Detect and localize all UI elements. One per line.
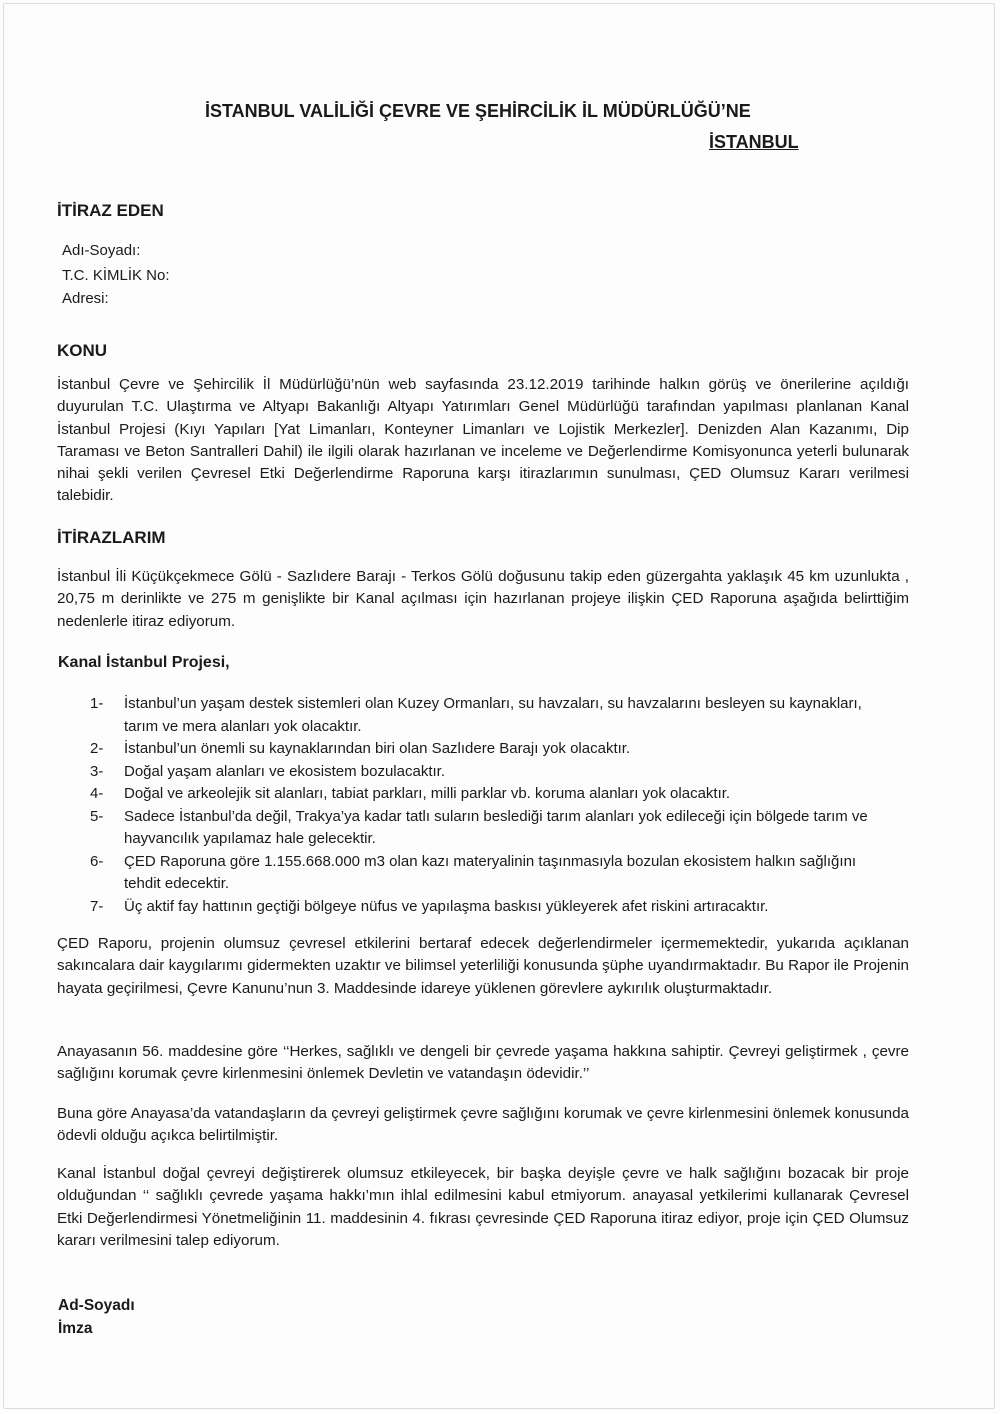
item-number: 7-	[90, 897, 104, 915]
item-text: İstanbul’un yaşam destek sistemleri olan Kuzey Ormanları, su havzaları, su havzalarını besleyen su kaynakları, tarım ve mera alanları yok olacaktır.	[124, 695, 862, 735]
objector-heading: İTİRAZ EDEN	[57, 201, 164, 220]
report-assessment-paragraph: ÇED Raporu, projenin olumsuz çevresel etkilerini bertaraf edecek değerlendirmeler içermemektedir, yukarıda açıklanan sakıncalara dair kaygılarımı gidermekten uzaktır ve bilimsel yeterliliği konusunda şüphe uyandırmaktadır. Bu Rapor ile Projenin hayata geçirilmesi, Çevre Kanunu’nun 3. Maddesinde idareye yüklenen görevlere aykırılık oluşturmaktadır.	[57, 935, 909, 997]
item-number: 3-	[90, 762, 104, 780]
list-item	[90, 783, 890, 806]
item-number: 4-	[90, 785, 104, 802]
objections-intro: İstanbul İli Küçükçekmece Gölü - Sazlıdere Barajı - Terkos Gölü doğusunu takip eden güzergahta yaklaşık 45 km uzunlukta , 20,75 m derinlikte ve 275 m genişlikte bir Kanal açılması için hazırlanan projeye ilişkin ÇED Raporuna aşağıda belirttiğim nedenlerle itiraz ediyorum.	[57, 568, 909, 630]
objections-heading: İTİRAZLARIM	[57, 528, 166, 547]
signature-name-label: Ad-Soyadı	[58, 1297, 135, 1314]
item-text: Üç aktif fay hattının geçtiği bölgeye nüfus ve yapılaşma baskısı yükleyerek afet riskini artıracaktır.	[124, 897, 769, 915]
item-text: Sadece İstanbul’da değil, Trakya’ya kadar tatlı suların beslediği tarım alanları yok edileceği için bölgede tarım ve hayvancılık yapılamaz hale gelecektir.	[124, 807, 868, 847]
document-city: İSTANBUL	[709, 132, 799, 152]
list-item	[90, 738, 890, 761]
item-text: Doğal yaşam alanları ve ekosistem bozulacaktır.	[124, 762, 445, 780]
item-text: Doğal ve arkeolejik sit alanları, tabiat parkları, milli parklar vb. koruma alanları yok olacaktır.	[124, 785, 731, 802]
constitution-paragraph: Anayasanın 56. maddesine göre ‘‘Herkes, sağlıklı ve dengeli bir çevrede yaşama hakkına sahiptir. Çevreyi geliştirmek , çevre sağlığını korumak çevre kirlenmesini önlemek Devletin ve vatandaşın ödevidir.’’	[57, 1043, 909, 1083]
signature-label: İmza	[58, 1320, 93, 1337]
item-text: ÇED Raporuna göre 1.155.668.000 m3 olan kazı materyalinin taşınmasıyla bozulan ekosistem halkın sağlığını tehdit edecektir.	[124, 852, 857, 892]
citizen-duty-paragraph: Buna göre Anayasa’da vatandaşların da çevreyi geliştirmek çevre sağlığını korumak ve çevre kirlenmesini önlemek konusunda ödevli olduğu açıkca belirtilmiştir.	[57, 1105, 909, 1145]
list-item	[90, 761, 890, 784]
list-item	[90, 851, 890, 896]
id-number-label: T.C. KİMLİK No:	[62, 267, 170, 284]
list-item	[90, 896, 890, 919]
list-item	[90, 693, 890, 738]
project-heading: Kanal İstanbul Projesi,	[58, 654, 230, 671]
document-title: İSTANBUL VALİLİĞİ ÇEVRE VE ŞEHİRCİLİK İL MÜDÜRLÜĞÜ’NE	[205, 101, 751, 121]
list-item	[90, 806, 890, 851]
item-number: 2-	[90, 740, 104, 757]
address-label: Adresi:	[62, 290, 109, 307]
item-text: İstanbul’un önemli su kaynaklarından biri olan Sazlıdere Barajı yok olacaktır.	[124, 740, 631, 757]
item-number: 1-	[90, 695, 104, 712]
objection-list	[90, 693, 890, 918]
name-label: Adı-Soyadı:	[62, 242, 141, 259]
item-number: 6-	[90, 852, 104, 870]
subject-heading: KONU	[57, 341, 108, 360]
conclusion-paragraph: Kanal İstanbul doğal çevreyi değiştirerek olumsuz etkileyecek, bir başka deyişle çevre ve halk sağlığını bozacak bir proje olduğundan ‘‘ sağlıklı çevrede yaşama hakkı’mın ihlal edilmesini kabul etmiyorum. anayasal yetkilerimi kullanarak Çevresel Etki Değerlendirmesi Yönetmeliğinin 11. maddesinin 4. fıkrası çevresinde ÇED Raporuna itiraz ediyor, proje için ÇED Olumsuz kararı verilmesini talep ediyorum.	[57, 1165, 909, 1249]
item-number: 5-	[90, 807, 104, 825]
subject-paragraph: İstanbul Çevre ve Şehircilik İl Müdürlüğü’nün web sayfasında 23.12.2019 tarihinde halkın görüş ve önerilerine açıldığı duyurulan T.C. Ulaştırma ve Altyapı Bakanlığı Altyapı Yatırımları Genel Müdürlüğü tarafından yapılması planlanan Kanal İstanbul Projesi (Kıyı Yapıları [Yat Limanları, Konteyner Limanları ve Lojistik Merkezler]. Denizden Alan Kazanımı, Dip Taraması ve Beton Santralleri Dahil) ile ilgili olarak hazırlanan ve inceleme ve Değerlendirme Komisyonunca yeterli bulunarak nihai şekli verilen Çevresel Etki Değerlendirme Raporuna karşı itirazlarımın sunulması, ÇED Olumsuz Kararı verilmesi talebidir.	[57, 376, 909, 505]
